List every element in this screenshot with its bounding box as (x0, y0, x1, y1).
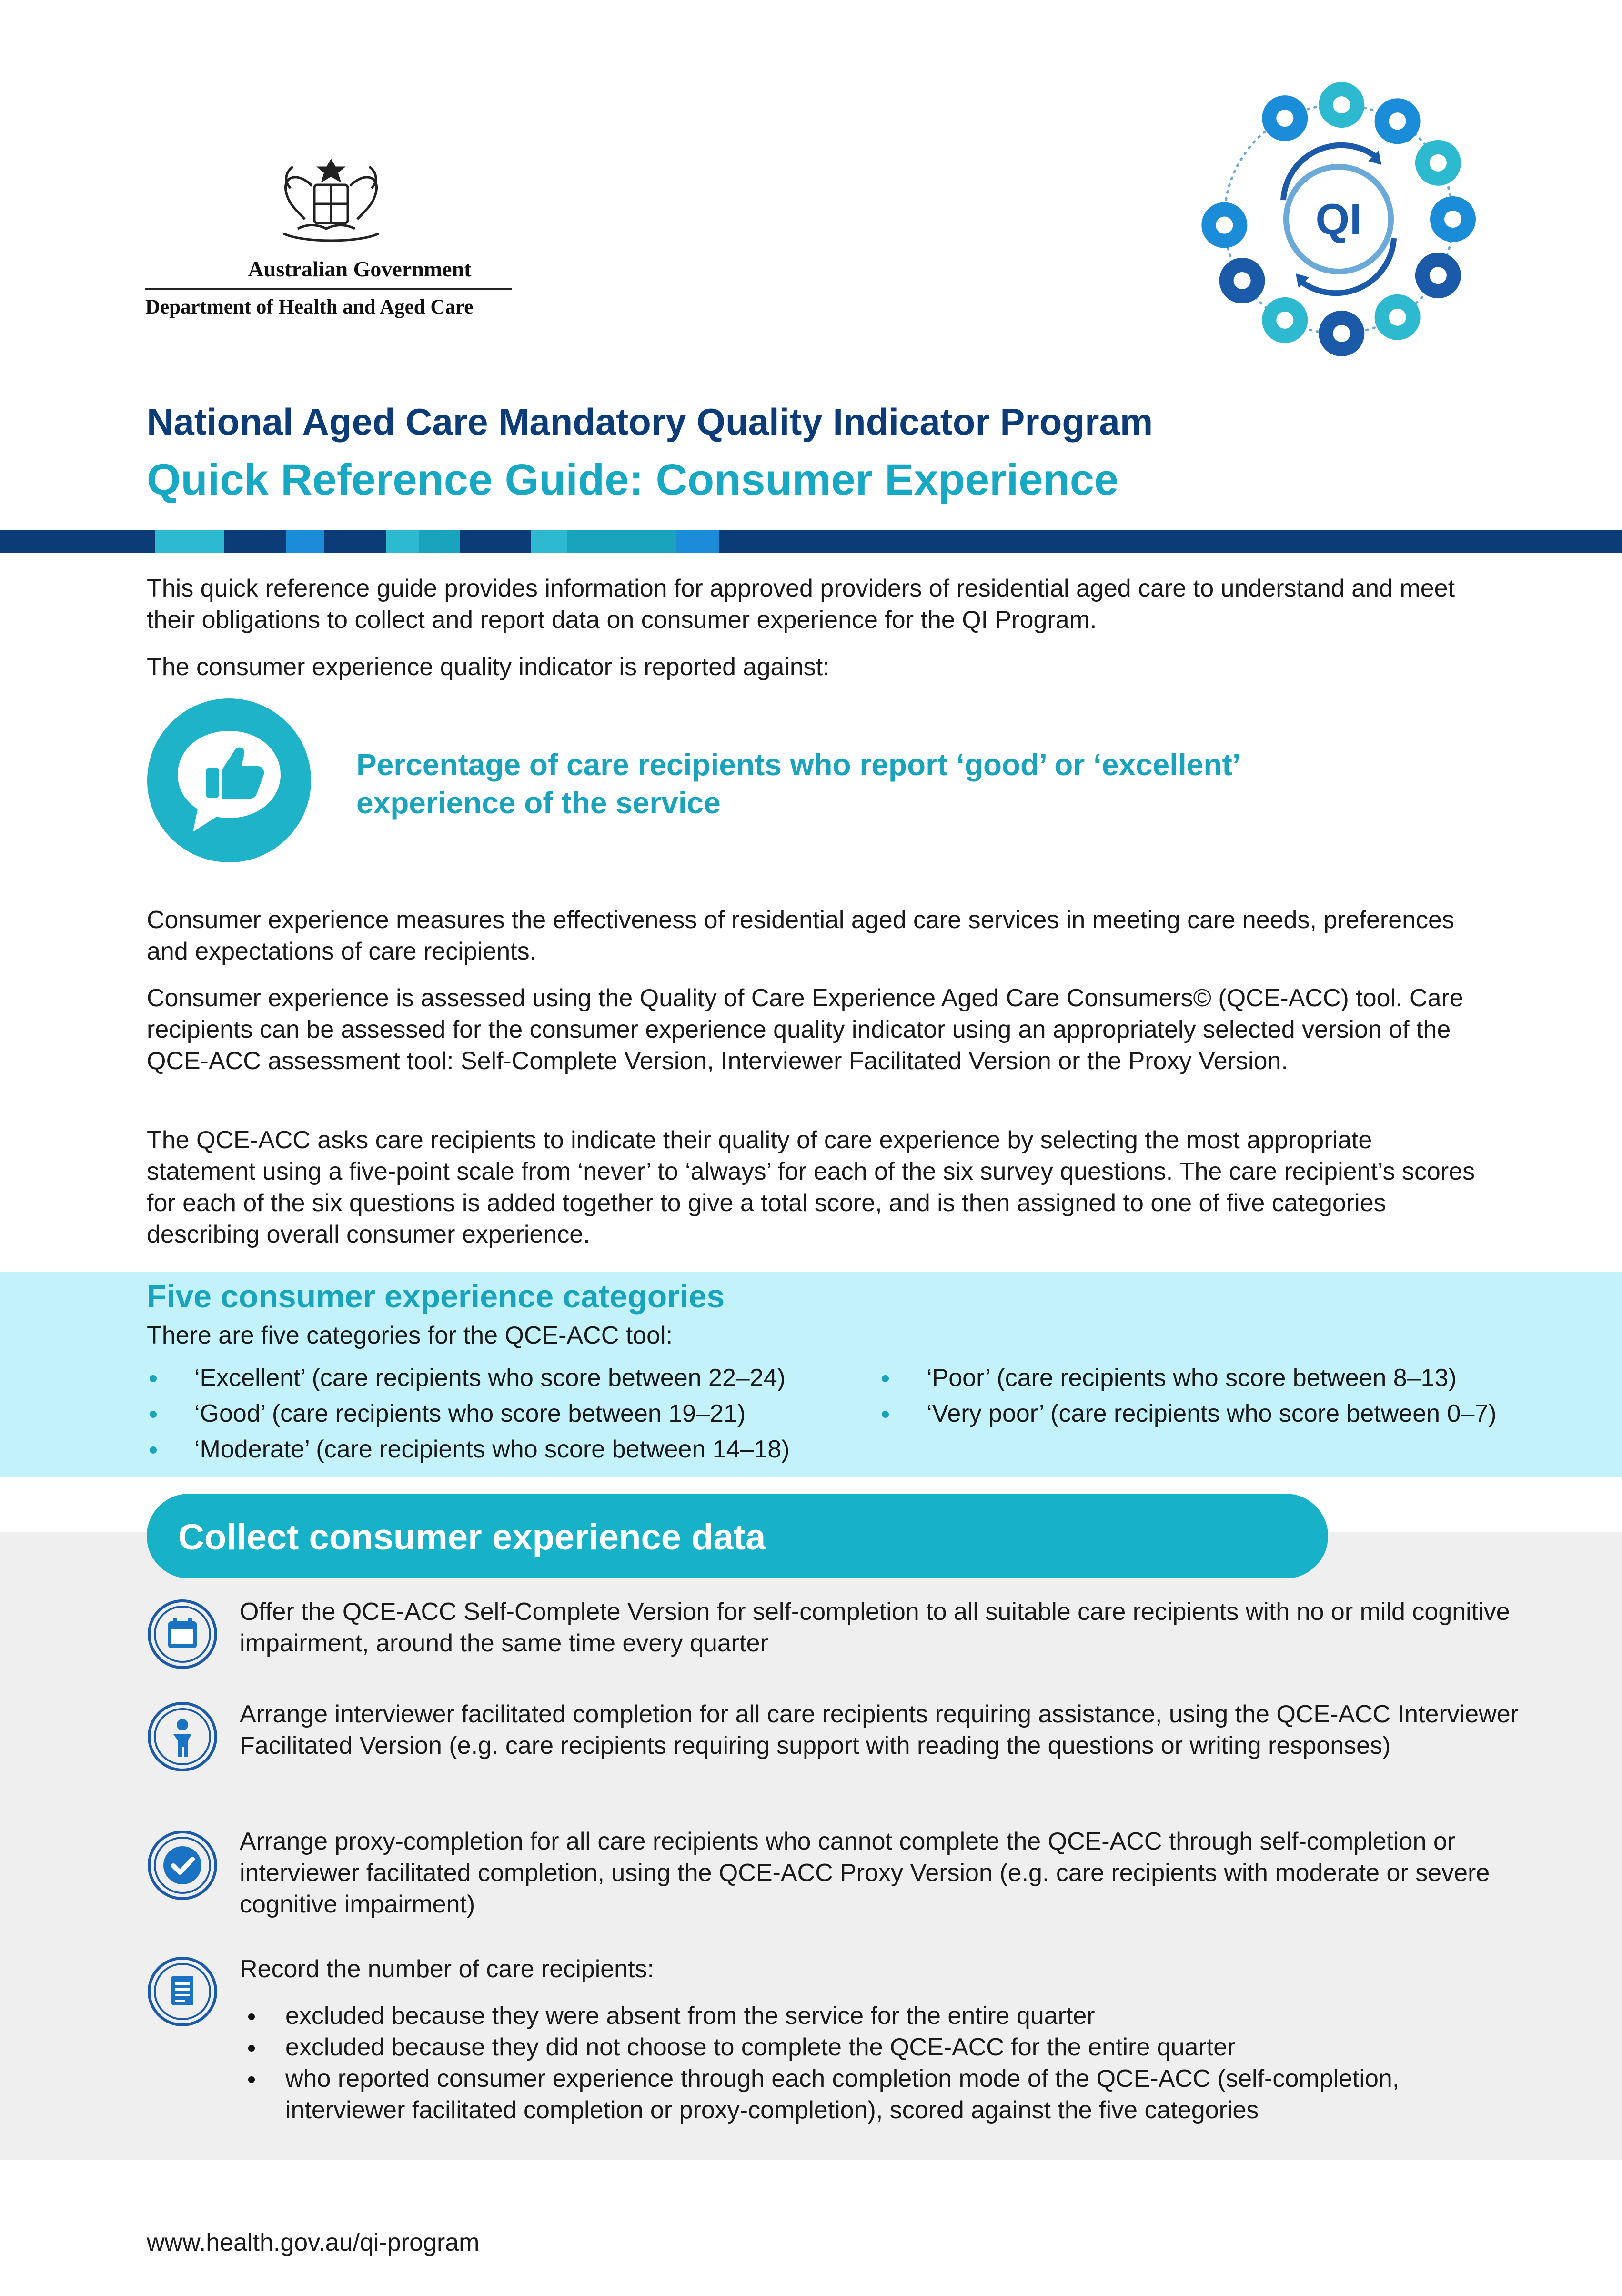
guide-title: Quick Reference Guide: Consumer Experience (147, 455, 1119, 504)
coat-of-arms-icon (264, 157, 398, 248)
program-website-link[interactable]: www.health.gov.au/qi-program (147, 2229, 480, 2256)
step-record-numbers: Record the number of care recipients: excluded because they were absent from the service for the entire quarter excluded because they did not choose to complete the QCE-ACC for the entire quarter who reported consumer experience through each completion mode of the QCE-ACC (self-completion, interviewer facilitated completion or proxy-completion), scored against the five categories (240, 1953, 1526, 2126)
intro-paragraph: This quick reference guide provides information for approved providers of residential aged care to understand and meet their obligations to collect and report data on consumer experience for the QI Program. (147, 575, 1455, 634)
record-numbers-list (240, 2000, 1526, 2126)
categories-intro: There are five categories for the QCE-ACC tool: (147, 1322, 673, 1349)
step-self-complete: Offer the QCE-ACC Self-Complete Version for self-completion to all suitable care recipients with no or mild cognitive impairment, around the same time every quarter (240, 1598, 1510, 1657)
fall-icon-glyph (1444, 211, 1461, 228)
document-icon (147, 1956, 218, 2027)
gift-icon-glyph (1430, 154, 1447, 172)
logo-divider (145, 288, 512, 290)
government-logo (145, 157, 512, 329)
category-poor: ‘Poor’ (care recipients who score between 8–13) (879, 1360, 1497, 1396)
scoring-paragraph: The QCE-ACC asks care recipients to indicate their quality of care experience by selecting the most appropriate statement using a five-point scale from ‘never’ to ‘always’ for each of the six survey questions. The care recipient’s scores for each of the six questions is added together to give a total score, and is then assigned to one of five categories describing overall consumer experience. (147, 1126, 1475, 1248)
program-title: National Aged Care Mandatory Quality Indicator Program (147, 401, 1153, 443)
qi-badge-label: QI (1315, 195, 1362, 244)
thumbs-up-icon-glyph (1216, 217, 1233, 234)
group-icon-glyph (1234, 272, 1251, 289)
walker-icon-glyph (1389, 309, 1406, 326)
pills-icon-glyph (1430, 267, 1447, 284)
category-excellent: ‘Excellent’ (care recipients who score between 22–24) (147, 1360, 790, 1396)
plus-icon-glyph (1276, 312, 1293, 329)
categories-heading: Five consumer experience categories (147, 1278, 725, 1315)
drop-icon-glyph (1333, 325, 1350, 342)
step-interviewer-facilitated: Arrange interviewer facilitated completion for all care recipients requiring assistance, using the QCE-ACC Interviewer Facilitated Version (e.g. care recipients requiring support with reading the questions or writing responses) (240, 1700, 1519, 1760)
step-proxy-completion: Arrange proxy-completion for all care recipients who cannot complete the QCE-ACC through self-completion or interviewer facilitated completion, using the QCE-ACC Proxy Version (e.g. care recipients with moderate or severe cognitive impairment) (240, 1828, 1490, 1918)
category-good: ‘Good’ (care recipients who score between 19–21) (147, 1396, 790, 1432)
qi-program-wheel-icon (1181, 67, 1496, 362)
department-name: Department of Health and Aged Care (145, 296, 474, 318)
categories-list-right (879, 1360, 1497, 1432)
record-item-not-chosen: excluded because they did not choose to complete the QCE-ACC for the entire quarter (240, 2032, 1526, 2063)
checkmark-icon (147, 1830, 218, 1901)
hands-icon-glyph (1389, 112, 1406, 130)
download-icon-glyph (1333, 96, 1350, 113)
calendar-icon (147, 1598, 218, 1670)
thumbs-up-speech-bubble-icon (145, 697, 313, 864)
person-icon (147, 1701, 218, 1772)
government-name: Australian Government (248, 257, 472, 281)
assessment-tool-paragraph: Consumer experience is assessed using the Quality of Care Experience Aged Care Consumers© (QCE-ACC) tool. Care recipients can be assessed for the consumer experience quality indicator using an appropriately selected version of the QCE-ACC assessment tool: Self-Complete Version, Interviewer Facilitated Version or the Proxy Version. (147, 984, 1463, 1075)
indicator-lead-in: The consumer experience quality indicator is reported against: (147, 653, 830, 681)
category-very-poor: ‘Very poor’ (care recipients who score between 0–7) (879, 1396, 1497, 1432)
categories-list-left (147, 1360, 790, 1467)
record-item-completion-mode: who reported consumer experience through each completion mode of the QCE-ACC (self-completion, interviewer facilitated completion or proxy-completion), scored against the five categories (240, 2063, 1526, 2126)
consumer-experience-definition: Consumer experience measures the effectiveness of residential aged care services in meeting care needs, preferences and expectations of care recipients. (147, 906, 1454, 965)
indicator-statement: Percentage of care recipients who report ‘good’ or ‘excellent’ experience of the service (356, 748, 1241, 820)
care-icon-glyph (1276, 110, 1293, 127)
collect-heading-banner (147, 1494, 1328, 1578)
header-stripe (0, 530, 1622, 553)
record-item-absent: excluded because they were absent from the service for the entire quarter (240, 2000, 1526, 2032)
category-moderate: ‘Moderate’ (care recipients who score between 14–18) (147, 1432, 790, 1467)
collect-heading: Collect consumer experience data (178, 1517, 766, 1558)
